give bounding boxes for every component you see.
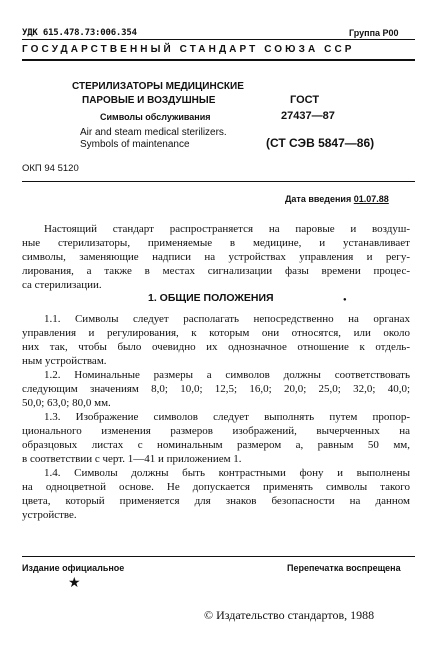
intro-paragraph xyxy=(22,222,410,292)
gost-number: 27437—87 xyxy=(281,110,335,122)
intro-date xyxy=(285,194,389,204)
group-code: Группа Р00 xyxy=(349,28,399,38)
header-rule-top xyxy=(22,39,415,40)
paragraph-line: них так, чтобы было очевидно их однозначное отношение к отдель- xyxy=(22,341,410,353)
paragraph-line: цвета, который применяется для знаков безопасности на данном xyxy=(22,495,410,507)
copyright-notice: © Издательство стандартов, 1988 xyxy=(204,608,375,622)
paragraph-line: управления и регулирования, к которым они относятся, или около xyxy=(22,327,410,339)
stray-dot: ● xyxy=(343,297,347,303)
paragraph-line: на одноцветной основе. Не допускается применять символы такого xyxy=(22,481,410,493)
paragraph-line: 1.3. Изображение символов следует выполнять путем пропор- xyxy=(44,411,410,423)
section-1-title: 1. ОБЩИЕ ПОЛОЖЕНИЯ xyxy=(148,292,274,304)
udk-code: УДК 615.478.73:006.354 xyxy=(22,28,137,38)
paragraph-1-4 xyxy=(22,466,410,522)
standard-title-line-1: СТЕРИЛИЗАТОРЫ МЕДИЦИНСКИЕ xyxy=(72,81,244,92)
reprint-notice: Перепечатка воспрещена xyxy=(287,563,401,573)
intro-line: са стерилизации. xyxy=(22,279,102,291)
intro-line: лирования, а также в местах сигнализации фазы времени процес- xyxy=(22,265,410,277)
gost-label: ГОСТ xyxy=(290,94,320,106)
paragraph-line: 1.1. Символы следует располагать непосредственно на органах xyxy=(44,313,410,325)
standard-subtitle: Символы обслуживания xyxy=(100,112,211,122)
intro-line: Настоящий стандарт распространяется на паровые и воздуш- xyxy=(44,223,410,235)
okp-code: ОКП 94 5120 xyxy=(22,163,79,174)
star-icon: ★ xyxy=(68,576,81,591)
sev-reference: (СТ СЭВ 5847—86) xyxy=(266,136,375,150)
paragraph-line: следующим значениям 8,0; 10,0; 12,5; 16,0; 20,0; 25,0; 32,0; 40,0; xyxy=(22,383,410,395)
paragraph-line: 1.2. Номинальные размеры a символов должны соответствовать xyxy=(44,369,410,381)
paragraph-line: 50,0; 63,0; 80,0 мм. xyxy=(22,397,111,409)
okp-rule xyxy=(22,181,415,182)
footer-rule xyxy=(22,556,415,557)
paragraph-line: 1.4. Символы должны быть контрастными фону и выполнены xyxy=(44,467,410,479)
paragraph-line: в соответствии с черт. 1—41 и приложением 1. xyxy=(22,453,242,465)
english-title-line-1: Air and steam medical sterilizers. xyxy=(80,127,227,138)
intro-date-label: Дата введения xyxy=(285,194,352,204)
official-edition: Издание официальное xyxy=(22,563,125,573)
standard-title-line-2: ПАРОВЫЕ И ВОЗДУШНЫЕ xyxy=(82,95,216,106)
paragraph-1-2 xyxy=(22,368,410,410)
intro-date-value: 01.07.88 xyxy=(353,194,389,204)
paragraph-line: образцовых листах с номинальным размером a, равным 50 мм, xyxy=(22,439,410,451)
paragraph-line: устройстве. xyxy=(22,509,77,521)
intro-line: символы, заменяющие надписи на устройствах управления и регу- xyxy=(22,251,410,263)
paragraph-1-1 xyxy=(22,312,410,368)
header-rule-bottom xyxy=(22,59,415,61)
intro-line: ные стерилизаторы, применяемые в медицине, и устанавливает xyxy=(22,237,410,249)
english-title-line-2: Symbols of maintenance xyxy=(80,139,190,150)
paragraph-1-3 xyxy=(22,410,410,466)
gos-title: ГОСУДАРСТВЕННЫЙ СТАНДАРТ СОЮЗА ССР xyxy=(22,44,355,55)
paragraph-line: ным устройствам. xyxy=(22,355,107,367)
paragraph-line: ционального изменения размеров изображений, вычерченных на xyxy=(22,425,410,437)
